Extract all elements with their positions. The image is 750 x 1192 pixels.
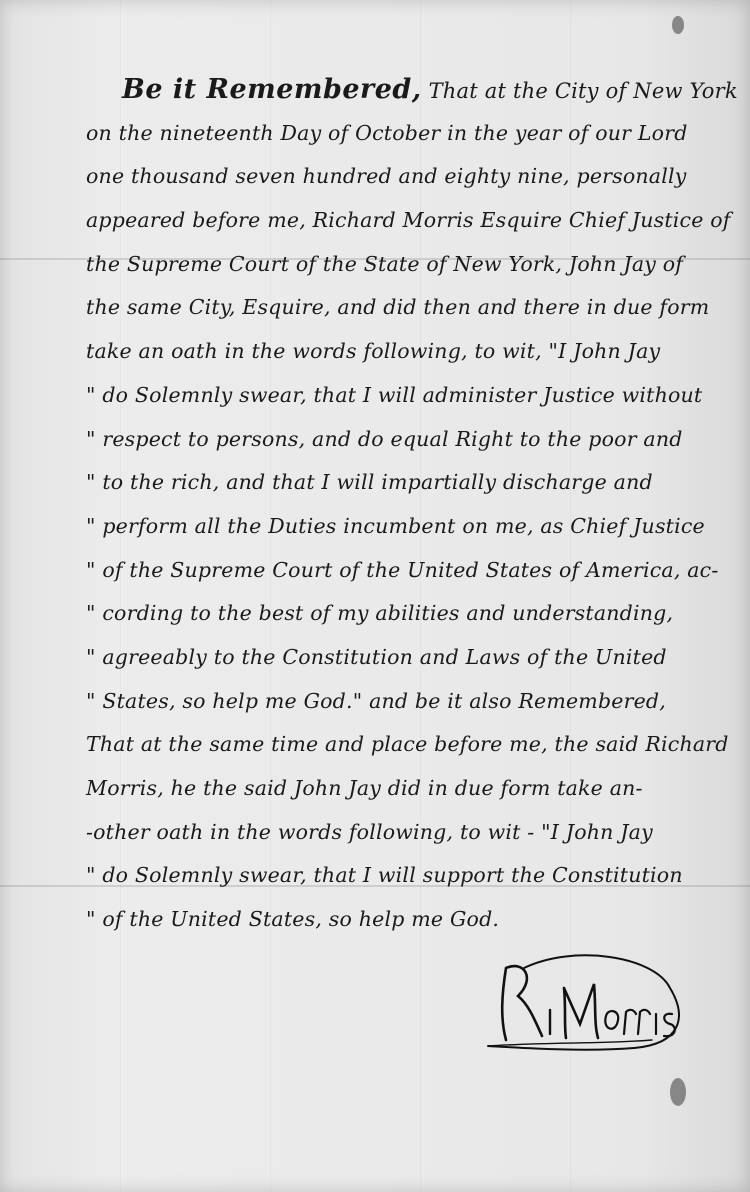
opening-lead: Be it Remembered,	[122, 74, 422, 105]
text-line: " perform all the Duties incumbent on me, as Chief Justice	[86, 513, 705, 538]
text-line: " to the rich, and that I will impartially discharge and	[86, 470, 653, 495]
text-line: one thousand seven hundred and eighty nine, personally	[86, 164, 687, 189]
oath-text	[86, 68, 742, 942]
text-line: -other oath in the words following, to wit - "I John Jay	[86, 819, 653, 844]
text-line: take an oath in the words following, to wit, "I John Jay	[86, 339, 661, 364]
text-line: " respect to persons, and do equal Right to the poor and	[86, 426, 683, 451]
text-line: appeared before me, Richard Morris Esquire Chief Justice of	[86, 208, 731, 233]
text-line: " of the Supreme Court of the United States of America, ac-	[86, 557, 719, 582]
text-line: That at the same time and place before me, the said Richard	[86, 732, 729, 757]
signature-lettering: Ri Morris	[589, 1008, 593, 1009]
text-line: " do Solemnly swear, that I will support the Constitution	[86, 863, 683, 888]
text-line: the same City, Esquire, and did then and there in due form	[86, 295, 710, 320]
text-line: " States, so help me God." and be it also Remembered,	[86, 688, 666, 713]
text-line: " do Solemnly swear, that I will administer Justice without	[86, 382, 703, 407]
text-line: " agreeably to the Constitution and Laws of the United	[86, 644, 667, 669]
opening-line	[86, 68, 742, 112]
ink-stain	[670, 1078, 686, 1106]
opening-rest: That at the City of New York	[421, 79, 738, 103]
text-line: " of the United States, so help me God.	[86, 907, 500, 932]
text-line: the Supreme Court of the State of New York, John Jay of	[86, 251, 684, 276]
text-line: " cording to the best of my abilities and understanding,	[86, 601, 674, 626]
text-line: Morris, he the said John Jay did in due form take an-	[86, 776, 643, 800]
text-line: on the nineteenth Day of October in the year of our Lord	[86, 120, 688, 145]
handwritten-signature	[484, 948, 694, 1053]
ink-stain	[672, 16, 684, 34]
